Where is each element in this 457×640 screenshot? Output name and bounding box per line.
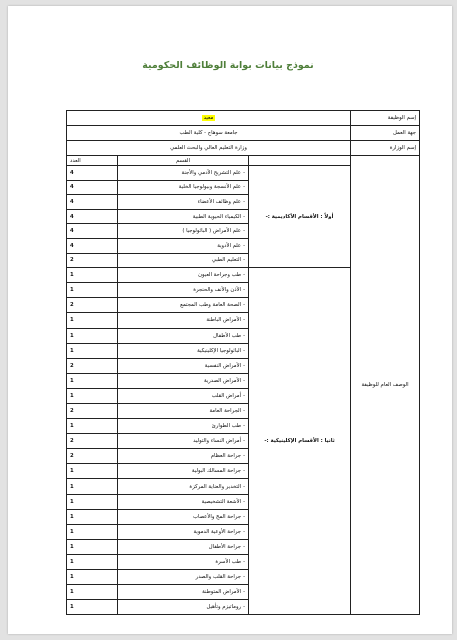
department-name: الأمراض النفسية: [204, 362, 242, 369]
department-name: روماتيزم وتأهيل: [206, 604, 242, 611]
department-name: علم الأنسجة وبيولوجيا الخلية: [178, 184, 242, 191]
count-cell: 4: [67, 238, 118, 253]
department-cell: [118, 343, 249, 358]
department-cell: [118, 479, 249, 494]
header-row: [67, 156, 420, 166]
bullet-dash-icon: -: [243, 423, 246, 430]
department-cell: [118, 268, 249, 283]
section-title: أولاً : الأقسام الأكاديمية :-: [249, 166, 351, 268]
department-name: طب وجراحة العيون: [198, 272, 242, 279]
department-name: جراحة المسالك البولية: [191, 468, 242, 475]
department-name: الأشعة التشخيصية: [201, 498, 242, 505]
department-name: أمراض النساء والتوليد: [193, 438, 242, 445]
bullet-dash-icon: -: [243, 317, 246, 324]
count-cell: 2: [67, 358, 118, 373]
department-name: الباثولوجيا الإكلينيكية: [197, 347, 242, 354]
department-cell: [118, 195, 249, 210]
count-header: العدد: [67, 156, 118, 166]
department-cell: [118, 313, 249, 328]
bullet-dash-icon: -: [243, 272, 246, 279]
count-cell: 2: [67, 434, 118, 449]
job-name-label: إسم الوظيفة: [351, 111, 420, 126]
bullet-dash-icon: -: [243, 332, 246, 339]
count-cell: 4: [67, 209, 118, 224]
department-cell: [118, 554, 249, 569]
count-cell: 1: [67, 509, 118, 524]
department-cell: [118, 180, 249, 195]
header-spacer: [249, 156, 351, 166]
bullet-dash-icon: -: [243, 589, 246, 596]
department-name: الصحة العامة وطب المجتمع: [180, 302, 242, 309]
department-cell: [118, 419, 249, 434]
bullet-dash-icon: -: [243, 513, 246, 520]
count-cell: 1: [67, 419, 118, 434]
department-name: الأذن والأنف والحنجرة: [193, 287, 242, 294]
count-cell: 1: [67, 479, 118, 494]
department-cell: [118, 298, 249, 313]
department-name: جراحة العظام: [210, 453, 242, 460]
department-cell: [118, 464, 249, 479]
department-name: طب الأطفال: [213, 332, 242, 339]
count-cell: 2: [67, 253, 118, 268]
department-name: الأمراض المتوطنة: [202, 589, 242, 596]
department-cell: [118, 434, 249, 449]
count-cell: 1: [67, 600, 118, 615]
bullet-dash-icon: -: [243, 377, 246, 384]
bullet-dash-icon: -: [243, 287, 246, 294]
bullet-dash-icon: -: [243, 453, 246, 460]
ministry-value: وزارة التعليم العالي والبحث العلمي: [67, 141, 351, 156]
general-description-label: الوصف العام للوظيفة: [351, 156, 420, 615]
department-name: طب الأسرة: [215, 558, 242, 565]
department-name: الأمراض الصدرية: [203, 377, 242, 384]
count-cell: 4: [67, 166, 118, 181]
job-name-cell: [67, 111, 351, 126]
department-name: جراحة المخ والأعصاب: [192, 513, 242, 520]
department-name: الجراحة العامة: [209, 408, 242, 415]
bullet-dash-icon: -: [243, 574, 246, 581]
count-cell: 1: [67, 328, 118, 343]
department-header: القسم: [118, 156, 249, 166]
department-name: جراحة القلب والصدر: [195, 574, 242, 581]
department-cell: [118, 570, 249, 585]
bullet-dash-icon: -: [243, 198, 246, 205]
bullet-dash-icon: -: [243, 558, 246, 565]
department-cell: [118, 585, 249, 600]
bullet-dash-icon: -: [243, 213, 246, 220]
employer-label: جهة العمل: [351, 126, 420, 141]
department-cell: [118, 253, 249, 268]
bullet-dash-icon: -: [243, 228, 246, 235]
department-name: علم وظائف الأعضاء: [197, 198, 242, 205]
department-cell: [118, 224, 249, 239]
department-cell: [118, 166, 249, 181]
count-cell: 1: [67, 524, 118, 539]
count-cell: 2: [67, 449, 118, 464]
department-cell: [118, 494, 249, 509]
count-cell: 1: [67, 585, 118, 600]
department-cell: [118, 539, 249, 554]
count-cell: 1: [67, 388, 118, 403]
count-cell: 1: [67, 464, 118, 479]
bullet-dash-icon: -: [243, 483, 246, 490]
document-page: [8, 6, 452, 634]
employer-value: جامعة سوهاج - كلية الطب: [67, 126, 351, 141]
bullet-dash-icon: -: [243, 392, 246, 399]
department-cell: [118, 600, 249, 615]
ministry-row: [67, 141, 420, 156]
bullet-dash-icon: -: [243, 257, 246, 264]
bullet-dash-icon: -: [243, 408, 246, 415]
bullet-dash-icon: -: [243, 347, 246, 354]
department-name: جراحة الأوعية الدموية: [193, 528, 242, 535]
department-cell: [118, 328, 249, 343]
document-title: نموذج بيانات بوابة الوظائف الحكومية: [142, 60, 314, 71]
bullet-dash-icon: -: [243, 528, 246, 535]
bullet-dash-icon: -: [243, 169, 246, 176]
count-cell: 4: [67, 224, 118, 239]
bullet-dash-icon: -: [243, 543, 246, 550]
count-cell: 1: [67, 494, 118, 509]
department-name: علم الأدوية: [217, 242, 242, 249]
job-name-value: معيد: [203, 115, 214, 121]
count-cell: 2: [67, 404, 118, 419]
count-cell: 1: [67, 283, 118, 298]
department-cell: [118, 373, 249, 388]
job-name-row: [67, 111, 420, 126]
department-name: جراحة الأطفال: [208, 543, 242, 550]
count-cell: 1: [67, 570, 118, 585]
department-name: الأمراض الباطنة: [206, 317, 242, 324]
bullet-dash-icon: -: [243, 242, 246, 249]
department-cell: [118, 404, 249, 419]
ministry-label: إسم الوزارة: [351, 141, 420, 156]
count-cell: 1: [67, 554, 118, 569]
department-name: الكيمياء الحيوية الطبية: [192, 213, 242, 220]
department-cell: [118, 449, 249, 464]
department-name: أمراض القلب: [211, 392, 242, 399]
count-cell: 2: [67, 298, 118, 313]
count-cell: 4: [67, 195, 118, 210]
department-cell: [118, 509, 249, 524]
bullet-dash-icon: -: [243, 362, 246, 369]
department-name: التخدير والعناية المركزة: [189, 483, 242, 490]
bullet-dash-icon: -: [243, 468, 246, 475]
department-cell: [118, 238, 249, 253]
count-cell: 1: [67, 268, 118, 283]
employer-row: [67, 126, 420, 141]
department-cell: [118, 209, 249, 224]
section-title: ثانيا : الأقسام الإكلينيكية :-: [249, 268, 351, 615]
count-cell: 1: [67, 539, 118, 554]
count-cell: 4: [67, 180, 118, 195]
bullet-dash-icon: -: [243, 184, 246, 191]
count-cell: 1: [67, 343, 118, 358]
bullet-dash-icon: -: [243, 498, 246, 505]
bullet-dash-icon: -: [243, 438, 246, 445]
department-cell: [118, 524, 249, 539]
department-name: طب الطوارئ: [211, 423, 242, 430]
department-cell: [118, 388, 249, 403]
department-name: علم الأمراض ( الباثولوجيا ): [182, 228, 242, 235]
count-cell: 1: [67, 313, 118, 328]
job-data-table: [66, 110, 420, 615]
department-cell: [118, 358, 249, 373]
bullet-dash-icon: -: [243, 302, 246, 309]
bullet-dash-icon: -: [243, 604, 246, 611]
count-cell: 1: [67, 373, 118, 388]
department-cell: [118, 283, 249, 298]
department-name: التعليم الطبي: [211, 257, 242, 264]
department-name: علم التشريح الآدمي والأجنة: [181, 169, 242, 176]
